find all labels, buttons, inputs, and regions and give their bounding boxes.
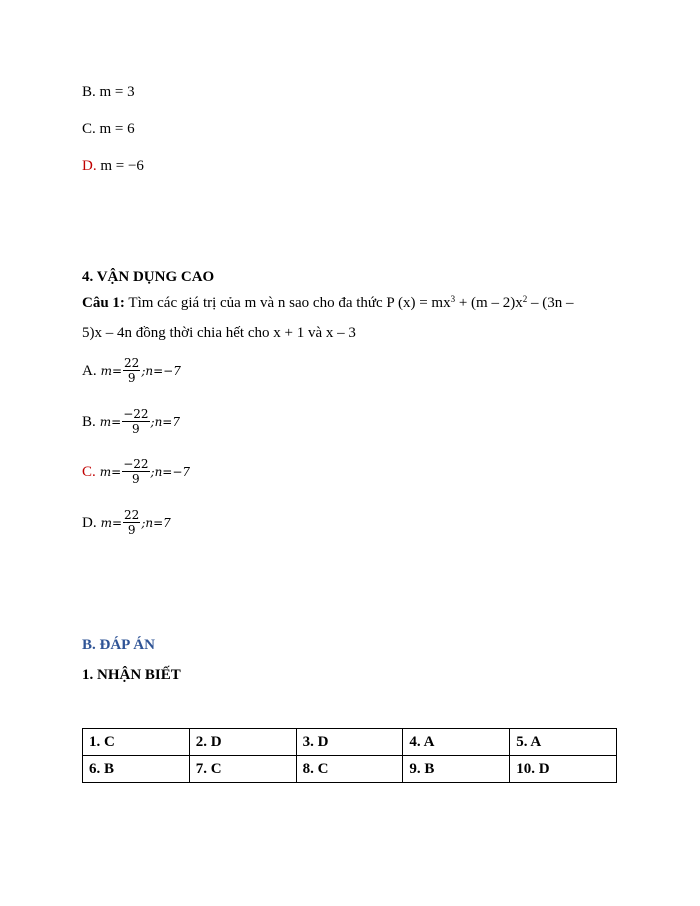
question-line-1 [82, 294, 573, 312]
fraction-denominator: 9 [127, 371, 136, 385]
option-d-prev [82, 157, 144, 175]
option-letter: D. [82, 514, 97, 531]
answer-cell: 10. D [510, 756, 617, 783]
math-pre: m= [100, 363, 123, 378]
fraction [123, 356, 140, 385]
fraction [123, 508, 140, 537]
exponent-3: 3 [450, 294, 456, 304]
math-pre: m= [100, 515, 123, 530]
option-letter: A. [82, 362, 97, 379]
option-c [82, 457, 190, 486]
section-heading-van-dung-cao: 4. VẬN DỤNG CAO [82, 269, 215, 285]
answer-cell: 7. C [189, 756, 296, 783]
table-row [83, 756, 617, 783]
answer-cell: 9. B [403, 756, 510, 783]
option-text: m = 3 [99, 84, 135, 100]
answer-cell: 5. A [510, 729, 617, 756]
math-pre: m= [99, 464, 122, 479]
question-line-2: 5)x – 4n đồng thời chia hết cho x + 1 và x – 3 [82, 325, 356, 341]
fraction-denominator: 9 [132, 472, 140, 486]
answers-subheading: 1. NHẬN BIẾT [82, 667, 181, 683]
fraction-denominator: 9 [132, 422, 140, 436]
fraction-numerator: −22 [123, 457, 149, 471]
answer-cell: 8. C [296, 756, 403, 783]
option-letter-correct: D. [82, 158, 97, 174]
option-d [82, 508, 171, 537]
fraction-numerator: 22 [124, 508, 140, 522]
option-c-prev [82, 120, 135, 138]
table-row [83, 729, 617, 756]
option-b-prev [82, 83, 135, 101]
math-post: ;n=7 [141, 515, 171, 530]
option-text: m = 6 [99, 121, 135, 137]
answer-cell: 2. D [189, 729, 296, 756]
exponent-2: 2 [522, 294, 528, 304]
option-letter-correct: C. [82, 463, 96, 480]
answer-cell: 3. D [296, 729, 403, 756]
answer-cell: 1. C [83, 729, 190, 756]
question-text-part1: Tìm các giá trị của m và n sao cho đa thức P (x) = mx [124, 295, 451, 311]
question-label: Câu 1: [82, 295, 125, 311]
math-post: ;n=−7 [141, 363, 181, 378]
answers-heading: B. ĐÁP ÁN [82, 637, 155, 653]
fraction-numerator: −22 [123, 407, 149, 421]
answer-cell: 6. B [83, 756, 190, 783]
fraction-denominator: 9 [127, 523, 136, 537]
option-a [82, 356, 181, 385]
option-letter: C. [82, 121, 96, 137]
answer-table [82, 728, 617, 783]
option-text: m = −6 [100, 158, 144, 174]
question-text-part3: – (3n – [527, 295, 574, 311]
option-b [82, 407, 180, 436]
option-letter: B. [82, 413, 96, 430]
fraction [122, 457, 149, 486]
option-letter: B. [82, 84, 96, 100]
answer-cell: 4. A [403, 729, 510, 756]
question-text-part2: + (m – 2)x [455, 295, 523, 311]
fraction [122, 407, 149, 436]
math-post: ;n=−7 [150, 464, 191, 479]
fraction-numerator: 22 [124, 356, 140, 370]
math-post: ;n=7 [150, 414, 180, 429]
math-pre: m= [99, 414, 122, 429]
